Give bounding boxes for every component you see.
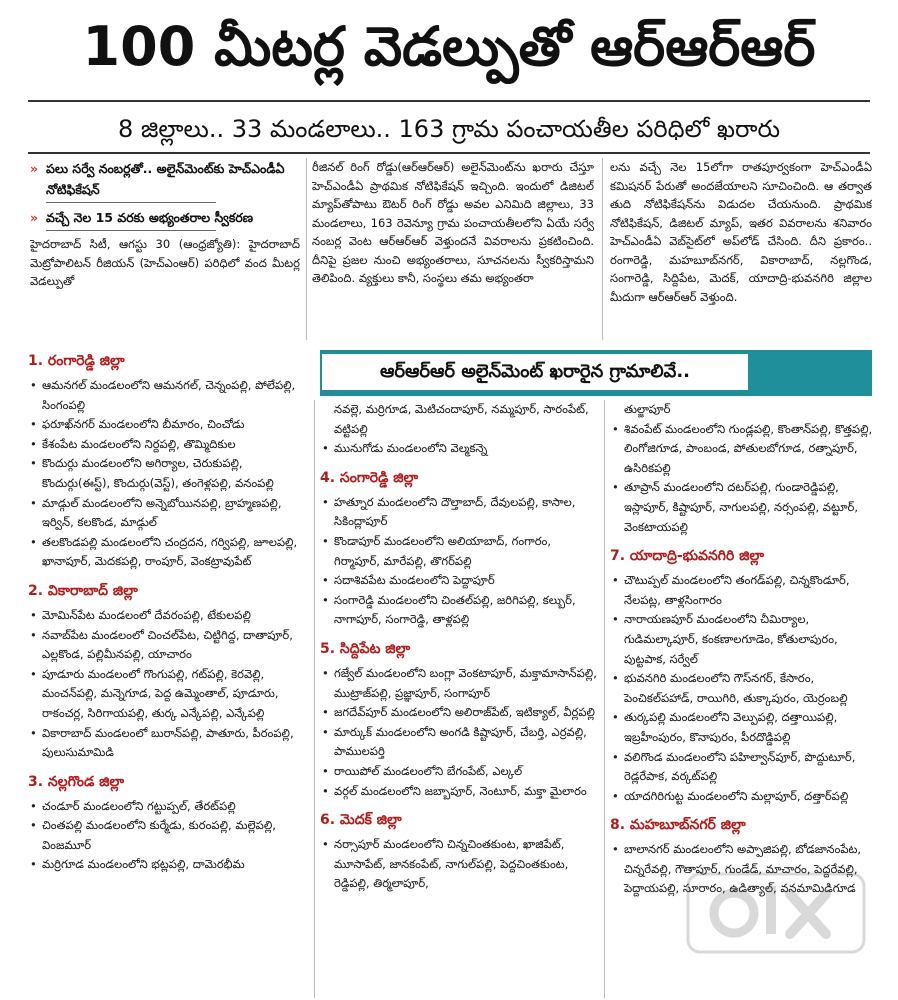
village-list-item: • కొండాపూర్ మండలంలోని అలియాబాద్, గంగారం, గిర్మాపూర్, మారేపల్లి, తొగర్‌పల్లి [320, 532, 598, 571]
section-banner [320, 350, 872, 396]
village-list-item: • మాడ్గుల్ మండలంలోని అన్నెబోయినపల్లి, బ్రాహ్మణపల్లి, ఇర్విన్, కలకొండ, మాడ్గుల్ [28, 494, 310, 533]
village-list-item: • రాయిపోల్ మండలంలోని బేగంపేట్, ఎల్కల్ [320, 762, 598, 782]
village-list-item: • కొందుర్గు మండలంలోని అగిర్యాల, చెరుకుపల్లి, కొందుర్గు(ఈస్ట్), కొందుర్గు(వెస్ట్), తంగెళ్లపల్లి, వనంపల్లి [28, 454, 310, 493]
intro-text: రీజినల్ రింగ్ రోడ్డు(ఆర్‌ఆర్‌ఆర్) అలైన్‌మెంట్‌ను ఖరారు చేస్తూ హెచ్‌ఎండీఏ ప్రాథమిక నోటిఫికేషన్ ఇచ్చింది. ఇందులో డిజిటల్ మ్యాప్‌తోపాటు ఔటర్ రింగ్ రోడ్డు అవల ఎనిమిది జిల్లాలు, 33 మండలాలు, 163 రెవెన్యూ గ్రామ పంచాయతీలలోని ఏయే సర్వే నంబర్ల వెంట ఆర్‌ఆర్‌ఆర్ వెళ్తుందనే వివరాలను ప్రకటించింది. దీనిపై ప్రజల నుంచి అభ్యంతరాలు, సూచనలను స్వీకరిస్తామని తెలిపింది. వ్యక్తులు కానీ, సంస్థలు తమ అభ్యంతరా [312, 160, 594, 285]
district-column-3 [610, 400, 874, 998]
village-list-item: • జగదేవ్‌పూర్ మండలంలోని అలిరాజ్‌పేట్, ఇటిక్యాల్, వీర్లపల్లి [320, 703, 598, 723]
subhead-rule [28, 152, 870, 154]
intro-column-3 [610, 158, 872, 338]
village-list-item: • శివంపేట్ మండలంలోని గుండ్లపల్లి, కొంతాన్‌పల్లి, కొత్తపల్లి, లింగోజిగూడ, పాంబండ, పోతులబోగూడ, రత్నాపూర్, ఉసిరికపల్లి [610, 420, 874, 479]
village-list-item: • చండూర్ మండలంలోని గట్టుప్పల్, తేరట్‌పల్లి [28, 797, 310, 817]
district-heading: 5. సిద్దిపేట జిల్లా [320, 640, 411, 657]
district-heading: 6. మెదక్ జిల్లా [320, 812, 402, 829]
village-list-item: • గజ్వేల్ మండలంలోని బంగ్లా వెంకటాపూర్, మక్తామాసాన్‌పల్లి, ముట్రాజ్‌పల్లి, ప్రజ్ఞాపూర్, సంగాపూర్ [320, 664, 598, 703]
headline: 100 మీటర్ల వెడల్పుతో ఆర్‌ఆర్‌ఆర్ [82, 15, 816, 78]
village-list-item: • సంగారెడ్డి మండలంలోని చింతల్‌పల్లి, జరిగిపల్లి, కల్బుర్, నాగాపూర్, సంగారెడ్డి, తాళ్లపల్లి [320, 591, 598, 630]
village-list-item: • యాదగిరిగుట్ట మండలంలోని మల్లాపూర్, దత్తార్‌పల్లి [610, 787, 874, 807]
highlight-bullet: » వచ్చే నెల 15 వరకు అభ్యంతరాల స్వీకరణ [30, 207, 300, 228]
intro-text: హైదరాబాద్ సిటీ, ఆగస్టు 30 (ఆంధ్రజ్యోతి): హైదరాబాద్ మెట్రోపాలిటన్ రీజియన్ (హెచ్‌ఎంఆర్) పరిధిలో వంద మీటర్ల వెడల్పుతో [30, 237, 300, 288]
column-divider [604, 400, 605, 998]
intro-column-1 [30, 158, 300, 344]
district-heading: 2. వికారాబాద్ జిల్లా [28, 582, 138, 599]
intro-column-2 [312, 158, 594, 338]
village-list-item: • బాలానగర్ మండలంలోని అప్పాజిపల్లి, బోడజానంపేట, చిన్నరేవల్లి, గౌతాపూర్, గుండేడ్, మాచారం, పెద్దరేవల్లి, పెద్దాయపల్లి, సూరారం, ఉడిత్యాల్, వనమామిడిగూడ [610, 840, 874, 899]
village-list-item: • ఆమనగల్ మండలంలోని ఆమనగల్, చెన్నంపల్లి, పోలేపల్లి, సింగంపల్లి [28, 376, 310, 415]
village-list-item: • భువనగిరి మండలంలోని గౌస్‌నగర్, కేసారం, పెంచికల్‌పహాడ్, రాయిగిరి, తుక్కాపురం, యెర్రంబల్లి [610, 669, 874, 708]
subheadline: 8 జిల్లాలు.. 33 మండలాలు.. 163 గ్రామ పంచాయతీల పరిధిలో ఖరారు [117, 115, 781, 143]
district-column-2 [320, 400, 598, 998]
highlight-bullet: » పలు సర్వే నంబర్లతో.. అలైన్‌మెంట్‌కు హెచ్‌ఎండీఏ నోటిఫికేషన్ [30, 158, 300, 200]
village-list-item: • నర్సాపూర్ మండలంలోని చిన్నచింతకుంట, ఖాజిపేట్, మూసాపేట్, జానకంపేట్, నాగుల్‌పల్లి, పెద్దచింతకుంట, రెడ్డిపల్లి, తిర్మలాపూర్, [320, 835, 598, 894]
village-list-item: • వర్గల్ మండలంలోని జబ్బాపూర్, నెంటూర్, మక్తా మైలారం [320, 782, 598, 802]
village-list-item: • తూప్రాన్ మండలంలోని దటర్‌పల్లి, గుండారెడ్డిపల్లి, ఇస్లాపూర్, కిష్టాపూర్, నాగులపల్లి, నర్సంపల్లి, వట్టూర్, వెంకటాయపల్లి [610, 478, 874, 537]
column-divider [306, 158, 307, 340]
village-list-item: • ఫరూఖ్‌నగర్ మండలంలోని బీమారం, చించోడు [28, 415, 310, 435]
village-list-item: • వికారాబాద్ మండలంలో బురాన్‌పల్లి, పాతూరు, పీరంపల్లి, పులుసుమామిడి [28, 724, 310, 763]
village-list-item: • నవాబ్‌పేట మండలంలో చించల్‌పేట, చిట్టిగిద్ద, దాతాపూర్, ఎల్లకొండ, పల్లిమీనపల్లి, యాచారం [28, 626, 310, 665]
village-list-item: • సదాశివపేట మండలంలోని పెద్దాపూర్ [320, 571, 598, 591]
bullet-divider [46, 230, 216, 231]
column-divider [314, 400, 315, 998]
village-list-item: • మర్రిగూడ మండలంలోని భట్లపల్లి, దామెరభీమ [28, 855, 310, 875]
district-heading: 7. యాదాద్రి-భువనగిరి జిల్లా [610, 548, 765, 565]
village-list-item: • చింతపల్లి మండలంలోని కుర్మేడు, కురంపల్లి, మల్లెపల్లి, వింజమూర్ [28, 816, 310, 855]
village-list-item: • మార్కుక్ మండలంలోని అంగడి కిష్టాపూర్, చేబర్తి, ఎర్రవల్లి, పాములపర్తి [320, 723, 598, 762]
village-list-item: • కేశంపేట మండలంలోని నిర్దపల్లి, తొమ్మిదికుల [28, 435, 310, 455]
intro-text: లను వచ్చే నెల 15లోగా రాతపూర్వకంగా హెచ్‌ఎండీఏ కమిషనర్ పేరుతో అందజేయాలని సూచించింది. ఆ తర్వాత తుది నోటిఫికేషన్‌ను విడుదల చేయనుంది. ప్రాథమిక నోటిఫికేషన్, డిజిటల్ మ్యాప్, ఇతర వివరాలను శనివారం హెచ్‌ఎండీఏ వెబ్‌సైట్‌లో అప్‌లోడ్ చేసింది. దీని ప్రకారం.. రంగారెడ్డి, మహబూబ్‌నగర్, వికారాబాద్, నల్లగొండ, సంగారెడ్డి, సిద్దిపేట, మెదక్, యాదాద్రి-భువనగిరి జిల్లాల మీదుగా ఆర్‌ఆర్‌ఆర్ వెళ్తుంది. [610, 160, 872, 304]
village-list-item: • పూడూరు మండలంలో గొంగుపల్లి, గట్‌పల్లి, కెరవెల్లి, మంచన్‌పల్లి, మన్నెగూడ, పెద్ద ఉమ్మెంతాల్, పూడూరు, రాకంచర్ల, సిరిగాయపల్లి, తుర్క ఎన్కేపల్లి, ఎన్కేపల్లి [28, 665, 310, 724]
top-rule [28, 100, 870, 102]
village-list-item: • మునుగోడు మండలంలోని వెల్మకన్నె [320, 439, 598, 459]
village-list-item: • నారాయణపూర్ మండలంలోని చీమిర్యాల, గుడిమల్కాపూర్, కంకణాలగూడెం, కోతులాపురం, పుట్టపాక, సర్వేల్ [610, 610, 874, 669]
village-list-item: • వలిగొండ మండలంలోని పహిల్వాన్‌పూర్, పొద్దుటూర్, రెడ్లరేపాక, వర్కట్‌పల్లి [610, 748, 874, 787]
banner-title: ఆర్‌ఆర్‌ఆర్ అలైన్‌మెంట్ ఖరారైన గ్రామాలివే.. [320, 352, 750, 392]
village-list-item: • తుర్కపల్లి మండలంలోని వెల్పుపల్లి, దత్తాయిపల్లి, ఇబ్రహీంపురం, కొనాపురం, పీరదొడ్డిపల్లి [610, 708, 874, 747]
district-heading: 1. రంగారెడ్డి జిల్లా [28, 353, 125, 369]
village-list-item: • తలకొండపల్లి మండలంలోని చంద్రదన, గర్విపల్లి, జూలపల్లి, ఖానాపూర్, మెదకపల్లి, రాంపూర్, వెంకట్రావుపేట్ [28, 533, 310, 572]
village-list-item: • చౌటుప్పల్ మండలంలోని తంగడ్‌పల్లి, చిన్నకొండూర్, నేలపట్ల, తాళ్లసింగారం [610, 571, 874, 610]
district-heading: 4. సంగారెడ్డి జిల్లా [320, 469, 419, 486]
village-list-item: • హత్నూర మండలంలోని దౌల్తాబాద్, దేవులపల్లి, కాసాల, సికింద్లాపూర్ [320, 493, 598, 532]
district-heading: 3. నల్లగొండ జిల్లా [28, 773, 125, 790]
district-column-1 [28, 342, 310, 998]
village-list-continued: నవల్లె, మర్రిగూడ, మెటిచందాపూర్, నమ్మపూర్, సారంపేట్, వట్టిపల్లి [334, 402, 589, 436]
column-divider [602, 158, 603, 340]
village-list-item: • మోమిన్‌పేట మండలంలో దేవరంపల్లి, టేకులపల్లి [28, 606, 310, 626]
village-list-continued: తుల్జాపూర్ [624, 402, 671, 416]
bullet-divider [46, 202, 216, 203]
district-heading: 8. మహబూబ్‌నగర్ జిల్లా [610, 817, 746, 834]
